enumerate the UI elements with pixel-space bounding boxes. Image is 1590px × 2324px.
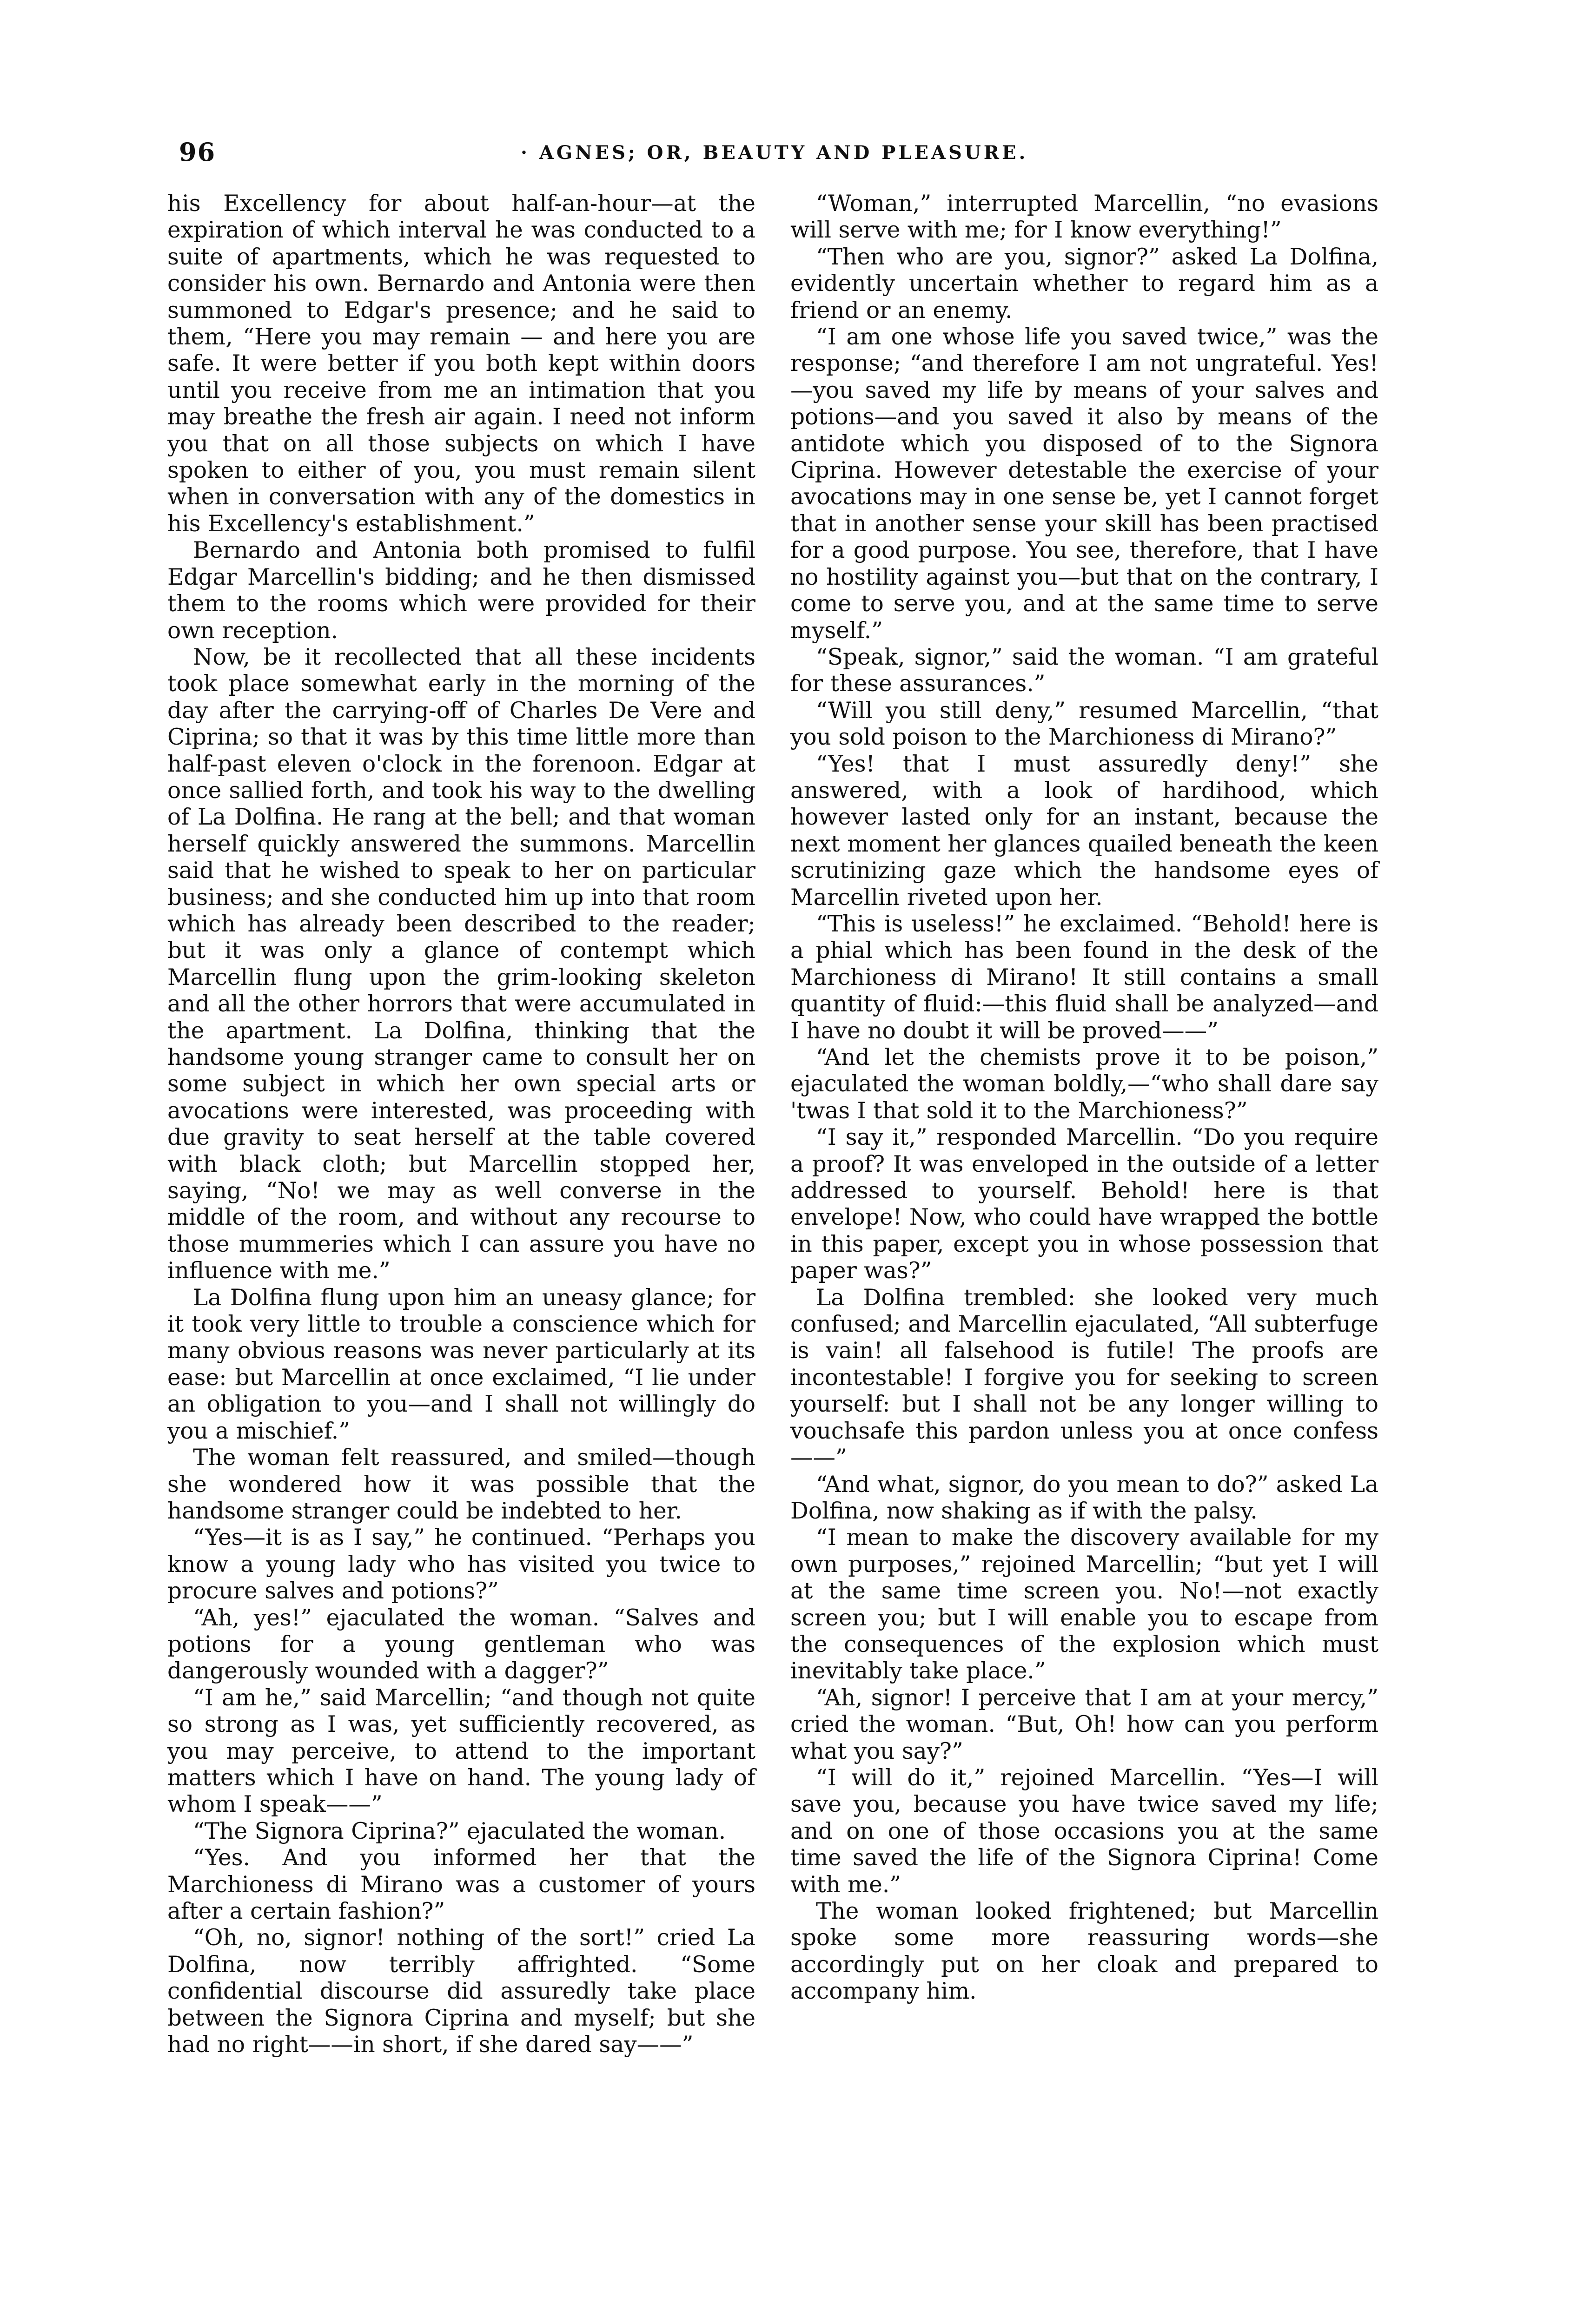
paragraph: “And what, signor, do you mean to do?” asked La Dolfina, now shaking as if with the palsy. (790, 1471, 1378, 1524)
paragraph: his Excellency for about half-an-hour—at the expiration of which interval he was conducted to a suite of apartments, which he was requested to consider his own. Bernardo and Antonia were then summoned to Edgar's presence; and he said to them, “Here you may remain — and here you are safe. It were better if you both kept within doors until you receive from me an intimation that you may breathe the fresh air again. I need not inform you that on all those subjects on which I have spoken to either of you, you must remain silent when in conversation with any of the domestics in his Excellency's establishment.” (167, 191, 755, 537)
column-divider (769, 193, 770, 2312)
paragraph: The woman felt reassured, and smiled—though she wondered how it was possible that the handsome stranger could be indebted to her. (167, 1445, 755, 1524)
paragraph: “Yes. And you informed her that the Marchioness di Mirano was a customer of yours after a certain fashion?” (167, 1845, 755, 1924)
paragraph: “I am he,” said Marcellin; “and though not quite so strong as I was, yet sufficiently recovered, as you may perceive, to attend to the important matters which I have on hand. The young lady of whom I speak——” (167, 1684, 755, 1818)
paragraph: Bernardo and Antonia both promised to fulfil Edgar Marcellin's bidding; and he then dismissed them to the rooms which were provided for their own reception. (167, 537, 755, 644)
paragraph: “I am one whose life you saved twice,” was the response; “and therefore I am not ungrateful. Yes!—you saved my life by means of your salves and potions—and you saved it also by means of the antidote which you disposed of to the Signora Ciprina. However detestable the exercise of your avocations may in one sense be, yet I cannot forget that in another sense your skill has been practised for a good purpose. You see, therefore, that I have no hostility against you—but that on the contrary, I come to serve you, and at the same time to serve myself.” (790, 324, 1378, 644)
paragraph: The woman looked frightened; but Marcellin spoke some more reassuring words—she accordingly put on her cloak and prepared to accompany him. (790, 1898, 1378, 2005)
paragraph: “Woman,” interrupted Marcellin, “no evasions will serve with me; for I know everything!” (790, 191, 1378, 244)
right-column (790, 191, 1378, 2005)
paragraph: “Ah, signor! I perceive that I am at your mercy,” cried the woman. “But, Oh! how can you perform what you say?” (790, 1684, 1378, 1764)
paragraph: “I will do it,” rejoined Marcellin. “Yes—I will save you, because you have twice saved my life; and on one of those occasions you at the same time saved the life of the Signora Ciprina! Come with me.” (790, 1764, 1378, 1898)
paragraph: “I say it,” responded Marcellin. “Do you require a proof? It was enveloped in the outside of a letter addressed to yourself. Behold! here is that envelope! Now, who could have wrapped the bottle in this paper, except you in whose possession that paper was?” (790, 1124, 1378, 1284)
paragraph: “Speak, signor,” said the woman. “I am grateful for these assurances.” (790, 644, 1378, 697)
paragraph: “And let the chemists prove it to be poison,” ejaculated the woman boldly,—“who shall dare say 'twas I that sold it to the Marchioness?” (790, 1044, 1378, 1124)
running-head: · AGNES; OR, BEAUTY AND PLEASURE. (521, 142, 1028, 164)
paragraph: “Will you still deny,” resumed Marcellin, “that you sold poison to the Marchioness di Mirano?” (790, 697, 1378, 751)
paragraph: “Ah, yes!” ejaculated the woman. “Salves and potions for a young gentleman who was dangerously wounded with a dagger?” (167, 1604, 755, 1684)
paragraph: “I mean to make the discovery available for my own purposes,” rejoined Marcellin; “but yet I will at the same time screen you. No!—not exactly screen you; but I will enable you to escape from the consequences of the explosion which must inevitably take place.” (790, 1525, 1378, 1684)
paragraph: La Dolfina flung upon him an uneasy glance; for it took very little to trouble a conscience which for many obvious reasons was never particularly at its ease: but Marcellin at once exclaimed, “I lie under an obligation to you—and I shall not willingly do you a mischief.” (167, 1284, 755, 1444)
paragraph: Now, be it recollected that all these incidents took place somewhat early in the morning of the day after the carrying-off of Charles De Vere and Ciprina; so that it was by this time little more than half-past eleven o'clock in the forenoon. Edgar at once sallied forth, and took his way to the dwelling of La Dolfina. He rang at the bell; and that woman herself quickly answered the summons. Marcellin said that he wished to speak to her on particular business; and she conducted him up into that room which has already been described to the reader; but it was only a glance of contempt which Marcellin flung upon the grim-looking skeleton and all the other horrors that were accumulated in the apartment. La Dolfina, thinking that the handsome young stranger came to consult her on some subject in which her own special arts or avocations were interested, was proceeding with due gravity to seat herself at the table covered with black cloth; but Marcellin stopped her, saying, “No! we may as well converse in the middle of the room, and without any recourse to those mummeries which I can assure you have no influence with me.” (167, 644, 755, 1284)
paragraph: “Oh, no, signor! nothing of the sort!” cried La Dolfina, now terribly affrighted. “Some confidential discourse did assuredly take place between the Signora Ciprina and myself; but she had no right——in short, if she dared say——” (167, 1925, 755, 2058)
paragraph: “This is useless!” he exclaimed. “Behold! here is a phial which has been found in the desk of the Marchioness di Mirano! It still contains a small quantity of fluid:—this fluid shall be analyzed—and I have no doubt it will be proved——” (790, 911, 1378, 1044)
paragraph: “The Signora Ciprina?” ejaculated the woman. (193, 1818, 726, 1844)
page-number: 96 (179, 137, 216, 167)
paragraph: “Yes! that I must assuredly deny!” she answered, with a look of hardihood, which however lasted only for an instant, because the next moment her glances quailed beneath the keen scrutinizing gaze which the handsome eyes of Marcellin riveted upon her. (790, 751, 1378, 911)
left-column (167, 191, 755, 2058)
paragraph: La Dolfina trembled: she looked very much confused; and Marcellin ejaculated, “All subterfuge is vain! all falsehood is futile! The proofs are incontestable! I forgive you for seeking to screen yourself: but I shall not be any longer willing to vouchsafe this pardon unless you at once confess——” (790, 1284, 1378, 1471)
paragraph: “Yes—it is as I say,” he continued. “Perhaps you know a young lady who has visited you twice to procure salves and potions?” (167, 1525, 755, 1604)
paragraph: “Then who are you, signor?” asked La Dolfina, evidently uncertain whether to regard him as a friend or an enemy. (790, 244, 1378, 324)
